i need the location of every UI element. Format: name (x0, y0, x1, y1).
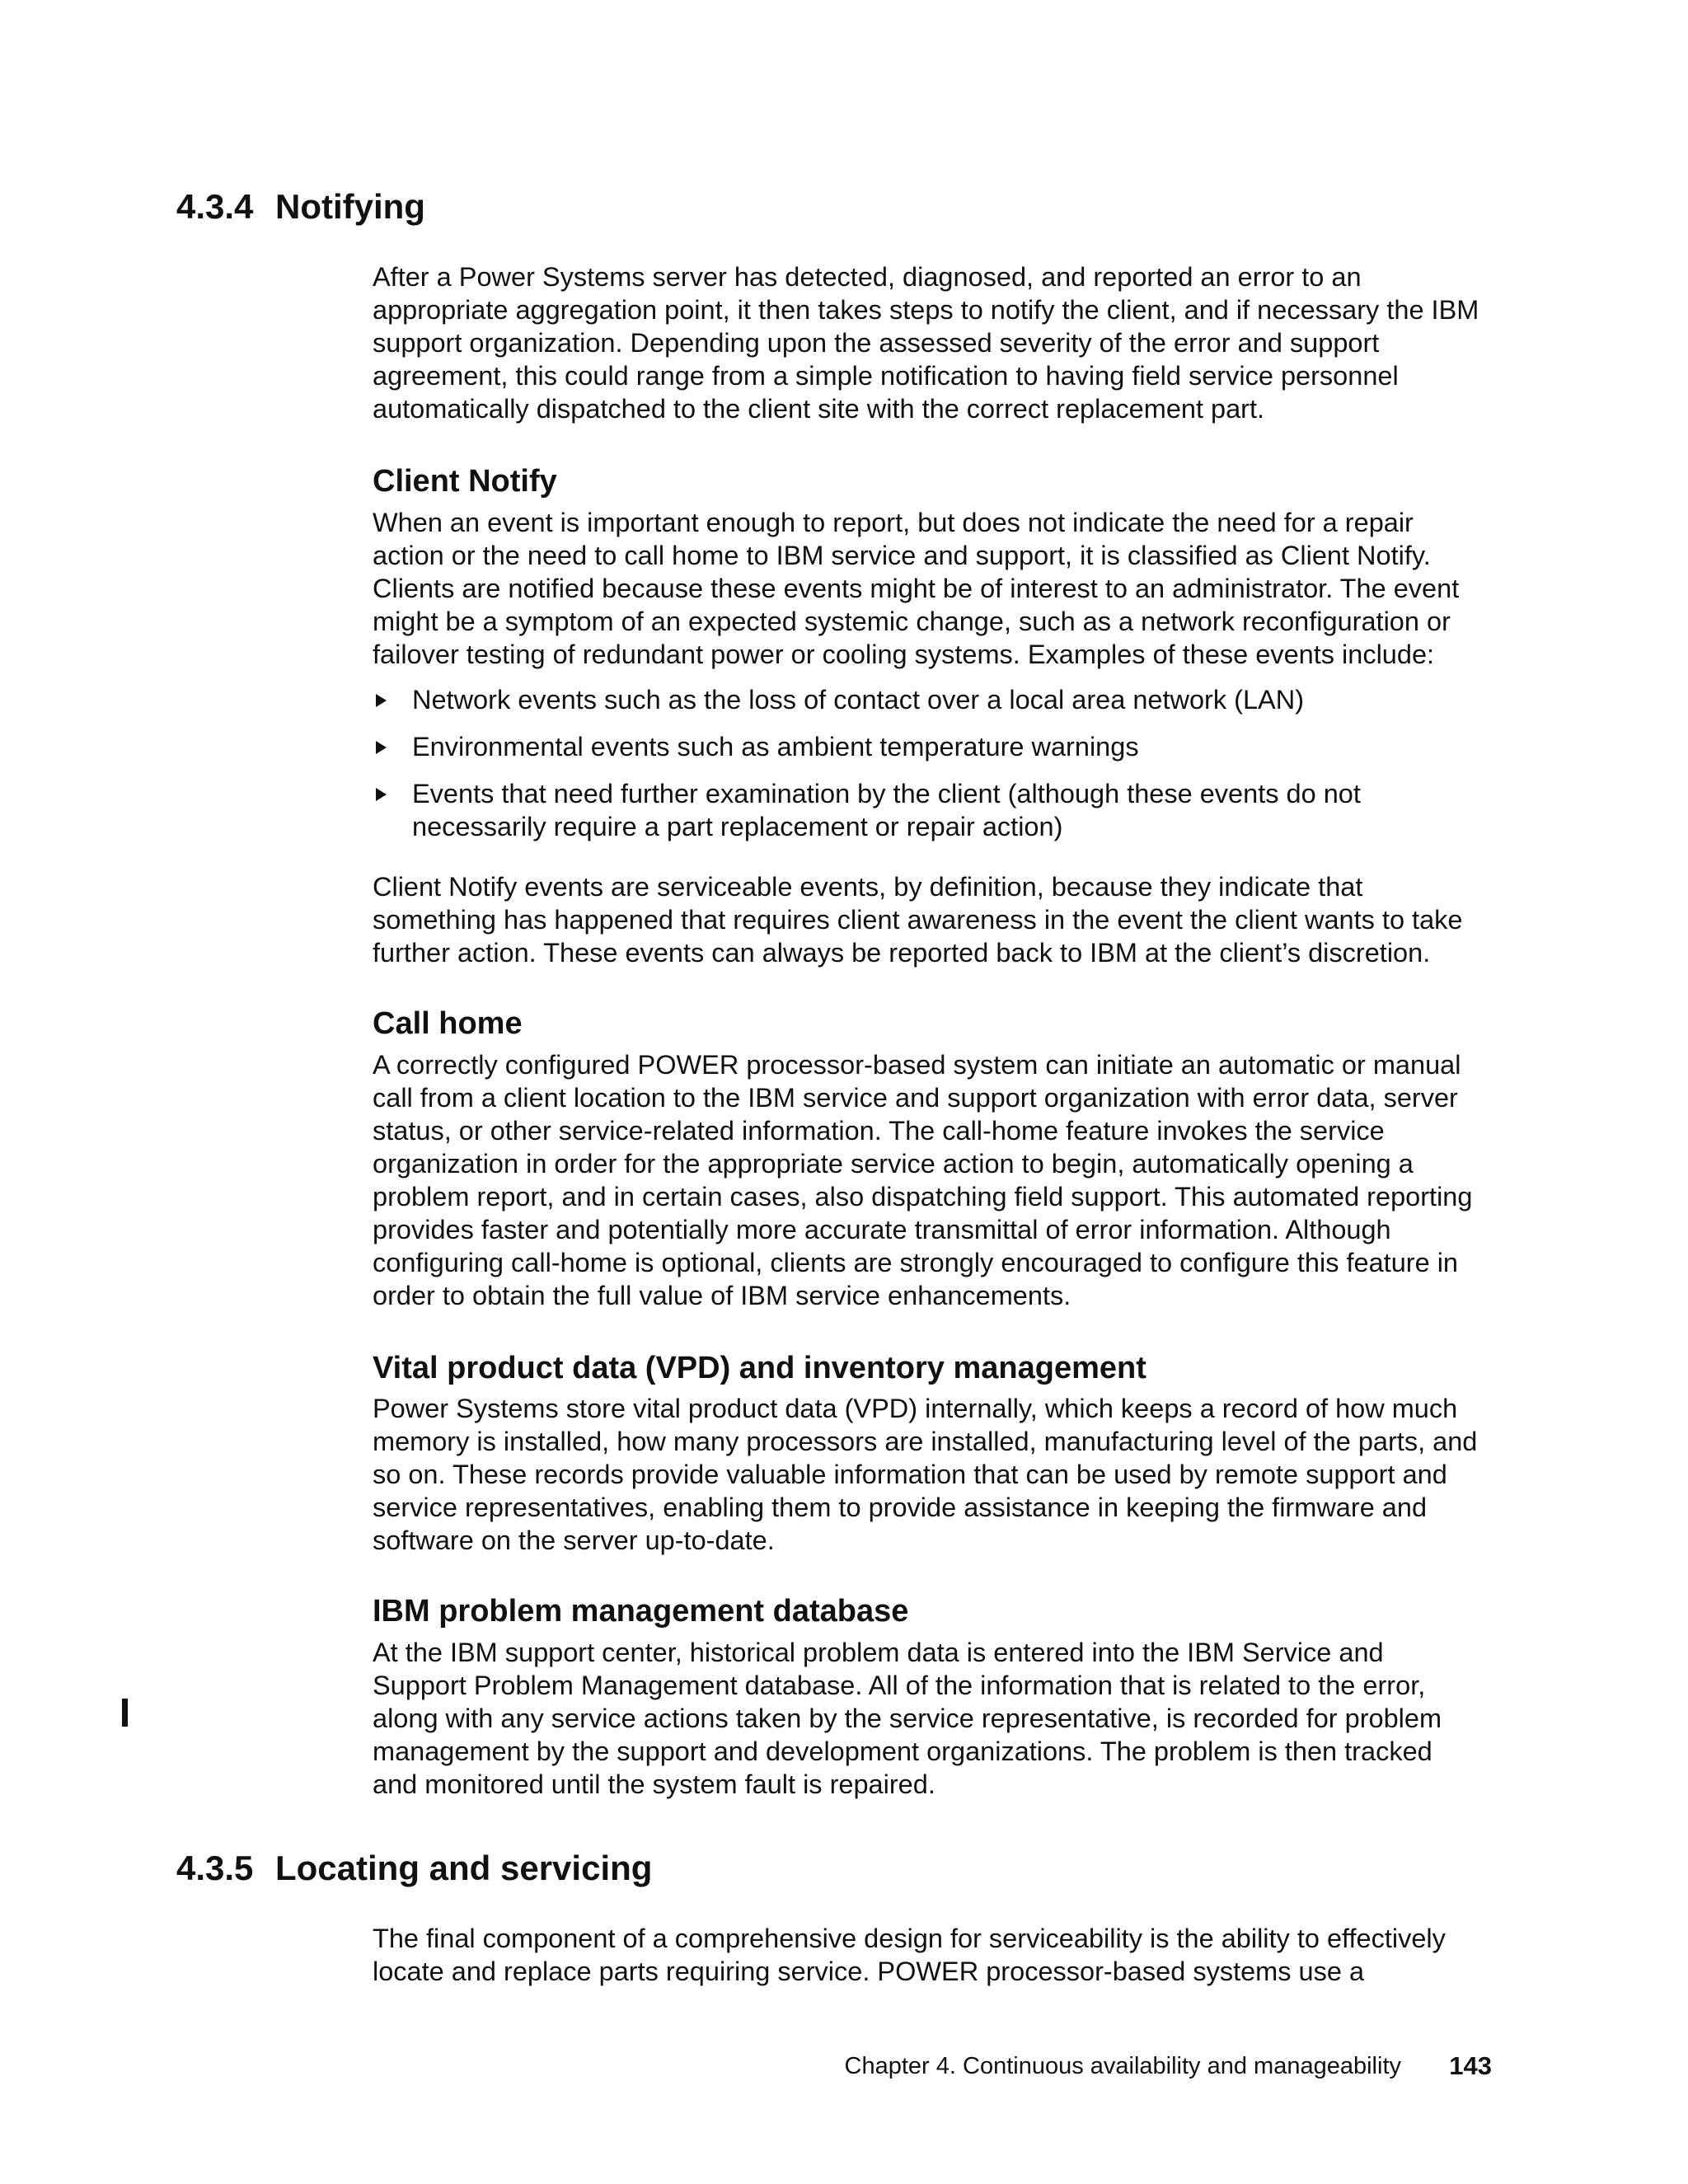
text-line: automatically dispatched to the client site with the correct replacement part. (373, 394, 1265, 424)
bullet-item (373, 730, 1526, 763)
text-line: agreement, this could range from a simple notification to having field service personnel (373, 361, 1399, 391)
text-line: configuring call-home is optional, clients are strongly encouraged to configure this feature in (373, 1248, 1458, 1277)
text-line: might be a symptom of an expected systemic change, such as a network reconfiguration or (373, 607, 1451, 636)
client-notify-paragraph (373, 506, 1526, 671)
text-line: Power Systems store vital product data (VPD) internally, which keeps a record of how much (373, 1394, 1458, 1423)
bullet-item (373, 683, 1526, 716)
text-line: service representatives, enabling them to provide assistance in keeping the firmware and (373, 1493, 1428, 1522)
subheading-client-notify: Client Notify (373, 464, 557, 499)
locating-paragraph (373, 1922, 1526, 1988)
text-line: The final component of a comprehensive design for serviceability is the ability to effectively (373, 1924, 1446, 1953)
text-line: A correctly configured POWER processor-based system can initiate an automatic or manual (373, 1050, 1461, 1080)
text-line: organization in order for the appropriate service action to begin, automatically opening a (373, 1149, 1414, 1179)
subheading-call-home: Call home (373, 1006, 523, 1041)
bullet-arrow-icon (376, 788, 387, 801)
text-line: so on. These records provide valuable information that can be used by remote support and (373, 1460, 1447, 1489)
text-line: and monitored until the system fault is repaired. (373, 1769, 935, 1799)
footer-chapter-title: Chapter 4. Continuous availability and manageability (844, 2053, 1401, 2079)
text-line: call from a client location to the IBM service and support organization with error data, server (373, 1083, 1458, 1113)
text-line: software on the server up-to-date. (373, 1526, 775, 1555)
text-line: Client Notify events are serviceable events, by definition, because they indicate that (373, 872, 1363, 902)
section-heading-4-3-4 (176, 186, 425, 227)
text-line: failover testing of redundant power or cooling systems. Examples of these events include: (373, 640, 1435, 669)
text-line: management by the support and development organizations. The problem is then tracked (373, 1736, 1432, 1766)
text-line: something has happened that requires client awareness in the event the client wants to take (373, 905, 1463, 935)
section-number: 4.3.5 (176, 1849, 254, 1887)
text-line: further action. These events can always be reported back to IBM at the client’s discretion. (373, 938, 1431, 968)
bullet-item (373, 777, 1526, 843)
bullet-text: Environmental events such as ambient temperature warnings (412, 732, 1139, 762)
bullet-text: Events that need further examination by the client (although these events do not (412, 779, 1361, 808)
text-line: When an event is important enough to report, but does not indicate the need for a repair (373, 508, 1414, 537)
text-line: along with any service actions taken by the service representative, is recorded for problem (373, 1704, 1442, 1733)
intro-paragraph (373, 260, 1526, 425)
subheading-vpd: Vital product data (VPD) and inventory management (373, 1351, 1146, 1385)
bullet-text: Network events such as the loss of contact over a local area network (LAN) (412, 685, 1305, 715)
text-line: memory is installed, how many processors are installed, manufacturing level of the parts, and (373, 1427, 1478, 1456)
page-footer (824, 2048, 1508, 2084)
text-line: Clients are notified because these events might be of interest to an administrator. The event (373, 574, 1460, 603)
text-line: order to obtain the full value of IBM service enhancements. (373, 1281, 1071, 1310)
section-heading-4-3-5 (176, 1848, 652, 1889)
page-number: 143 (1449, 2051, 1492, 2080)
text-line: After a Power Systems server has detected, diagnosed, and reported an error to an (373, 262, 1362, 292)
text-line: support organization. Depending upon the assessed severity of the error and support (373, 328, 1380, 358)
bullet-arrow-icon (376, 741, 387, 754)
text-line: status, or other service-related information. The call-home feature invokes the service (373, 1116, 1385, 1146)
text-line: problem report, and in certain cases, also dispatching field support. This automated reporting (373, 1182, 1473, 1212)
call-home-paragraph (373, 1048, 1526, 1312)
section-title: Locating and servicing (275, 1849, 653, 1887)
section-number: 4.3.4 (176, 187, 254, 226)
text-line: action or the need to call home to IBM service and support, it is classified as Client Notify. (373, 541, 1431, 570)
vpd-paragraph (373, 1392, 1526, 1557)
client-notify-closing-paragraph (373, 870, 1526, 969)
section-title: Notifying (275, 187, 425, 226)
bullet-arrow-icon (376, 694, 387, 707)
text-line: provides faster and potentially more accurate transmittal of error information. Although (373, 1215, 1391, 1244)
subheading-problem-management-database: IBM problem management database (373, 1594, 909, 1629)
text-line: Support Problem Management database. All of the information that is related to the error, (373, 1671, 1426, 1700)
bullet-text: necessarily require a part replacement or repair action) (412, 812, 1063, 841)
change-bar (122, 1699, 128, 1727)
text-line: appropriate aggregation point, it then takes steps to notify the client, and if necessary the IBM (373, 295, 1479, 325)
text-line: At the IBM support center, historical problem data is entered into the IBM Service and (373, 1638, 1384, 1667)
problem-management-paragraph (373, 1636, 1526, 1801)
text-line: locate and replace parts requiring service. POWER processor-based systems use a (373, 1957, 1365, 1986)
